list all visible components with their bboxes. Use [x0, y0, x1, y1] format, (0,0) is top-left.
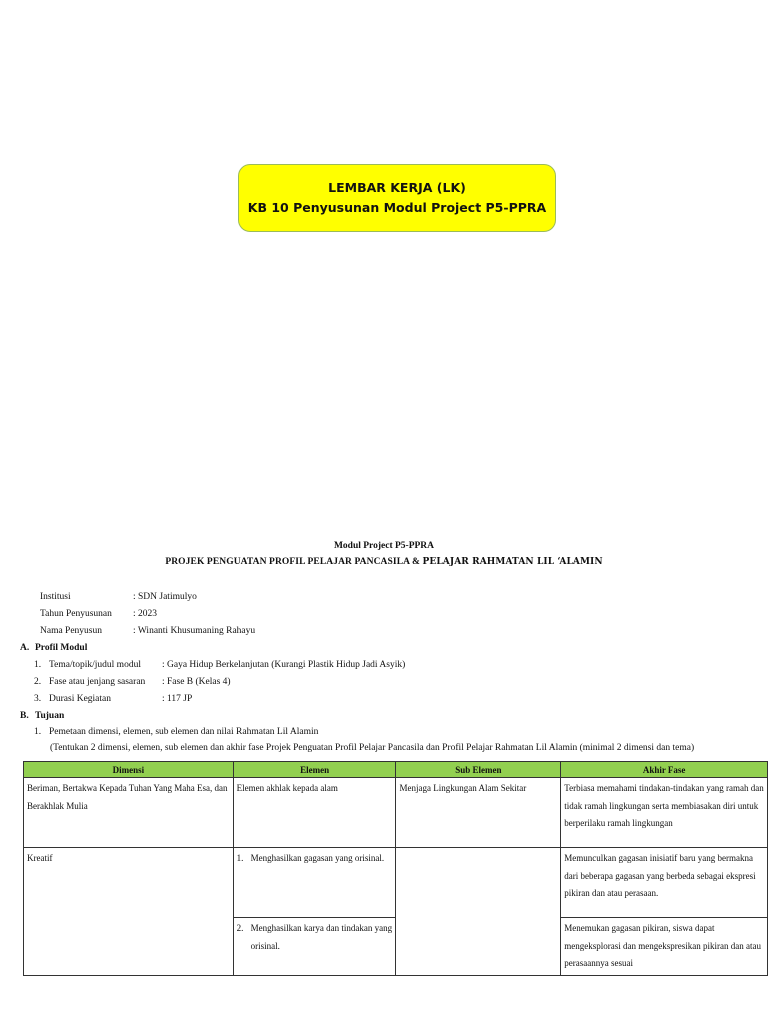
header-sub-elemen: Sub Elemen: [396, 762, 561, 778]
cell-elemen: [233, 918, 396, 976]
elemen-number: 2.: [236, 923, 244, 933]
banner-subtitle: KB 10 Penyusunan Modul Project P5-PPRA: [247, 200, 547, 215]
item-label: Fase atau jenjang sasaran: [49, 677, 146, 687]
item-number: 1.: [34, 727, 42, 737]
cell-sub-elemen: [396, 848, 561, 976]
profil-item-fase: [34, 677, 231, 687]
header-dimensi: Dimensi: [24, 762, 234, 778]
title-banner: [238, 164, 556, 232]
item-number: 3.: [34, 694, 42, 704]
table-row: [24, 778, 768, 848]
section-title: Profil Modul: [35, 643, 88, 653]
mapping-table: [23, 761, 768, 976]
cell-dimensi: Kreatif: [24, 848, 234, 976]
info-label: Tahun Penyusunan: [40, 609, 112, 619]
item-text: Pemetaan dimensi, elemen, sub elemen dan nilai Rahmatan Lil Alamin: [49, 727, 319, 737]
item-label: Durasi Kegiatan: [49, 694, 111, 704]
item-label: Tema/topik/judul modul: [49, 660, 141, 670]
item-value: : 117 JP: [162, 694, 193, 704]
item-value: : Gaya Hidup Berkelanjutan (Kurangi Plastik Hidup Jadi Asyik): [162, 660, 406, 670]
cell-elemen: Elemen akhlak kepada alam: [233, 778, 396, 848]
info-label: Institusi: [40, 592, 71, 602]
section-title: Tujuan: [35, 711, 65, 721]
item-number: 1.: [34, 660, 42, 670]
cell-akhir-fase: Menemukan gagasan pikiran, siswa dapat mengeksplorasi dan mengekspresikan pikiran dan atau perasaannya sesuai: [561, 918, 768, 976]
header-akhir-fase: Akhir Fase: [561, 762, 768, 778]
profil-item-tema: [34, 660, 406, 670]
cell-dimensi: Beriman, Bertakwa Kepada Tuhan Yang Maha Esa, dan Berakhlak Mulia: [24, 778, 234, 848]
info-value: : SDN Jatimulyo: [133, 592, 197, 602]
elemen-number: 1.: [236, 853, 244, 863]
module-subtitle-part2: PELAJAR RAHMATAN LIL ‘ALAMIN: [422, 557, 603, 567]
info-label: Nama Penyusun: [40, 626, 103, 636]
elemen-text: Menghasilkan gagasan yang orisinal.: [250, 853, 385, 863]
info-value: : Winanti Khusumaning Rahayu: [133, 626, 256, 636]
module-subtitle: [0, 557, 768, 567]
section-b-heading: [20, 711, 64, 721]
elemen-text: Menghasilkan karya dan tindakan yang orisinal.: [250, 923, 393, 951]
elemen-item: [237, 850, 393, 868]
cell-sub-elemen: Menjaga Lingkungan Alam Sekitar: [396, 778, 561, 848]
section-a-heading: [20, 643, 87, 653]
instruction-note: (Tentukan 2 dimensi, elemen, sub elemen dan akhir fase Projek Penguatan Profil Pelajar Pancasila dan Profil Pelajar Rahmatan Lil Alamin (minimal 2 dimensi dan tema): [50, 743, 695, 753]
table-header-row: [24, 762, 768, 778]
section-letter: A.: [20, 643, 30, 653]
info-value: : 2023: [133, 609, 158, 619]
item-number: 2.: [34, 677, 42, 687]
item-value: : Fase B (Kelas 4): [162, 677, 231, 687]
profil-item-durasi: [34, 694, 193, 704]
cell-akhir-fase: Terbiasa memahami tindakan-tindakan yang ramah dan tidak ramah lingkungan serta membiasakan diri untuk berperilaku ramah lingkungan: [561, 778, 768, 848]
table-row: [24, 848, 768, 918]
tujuan-item-1: [34, 727, 318, 737]
section-letter: B.: [20, 711, 29, 721]
header-elemen: Elemen: [233, 762, 396, 778]
cell-akhir-fase: Memunculkan gagasan inisiatif baru yang bermakna dari beberapa gagasan yang berbeda sebagai ekspresi pikiran dan atau perasaan.: [561, 848, 768, 918]
cell-elemen: [233, 848, 396, 918]
module-subtitle-part1: PROJEK PENGUATAN PROFIL PELAJAR PANCASILA &: [165, 557, 423, 567]
elemen-item: [237, 920, 393, 955]
module-title: Modul Project P5-PPRA: [333, 541, 435, 551]
banner-title: LEMBAR KERJA (LK): [328, 180, 466, 195]
